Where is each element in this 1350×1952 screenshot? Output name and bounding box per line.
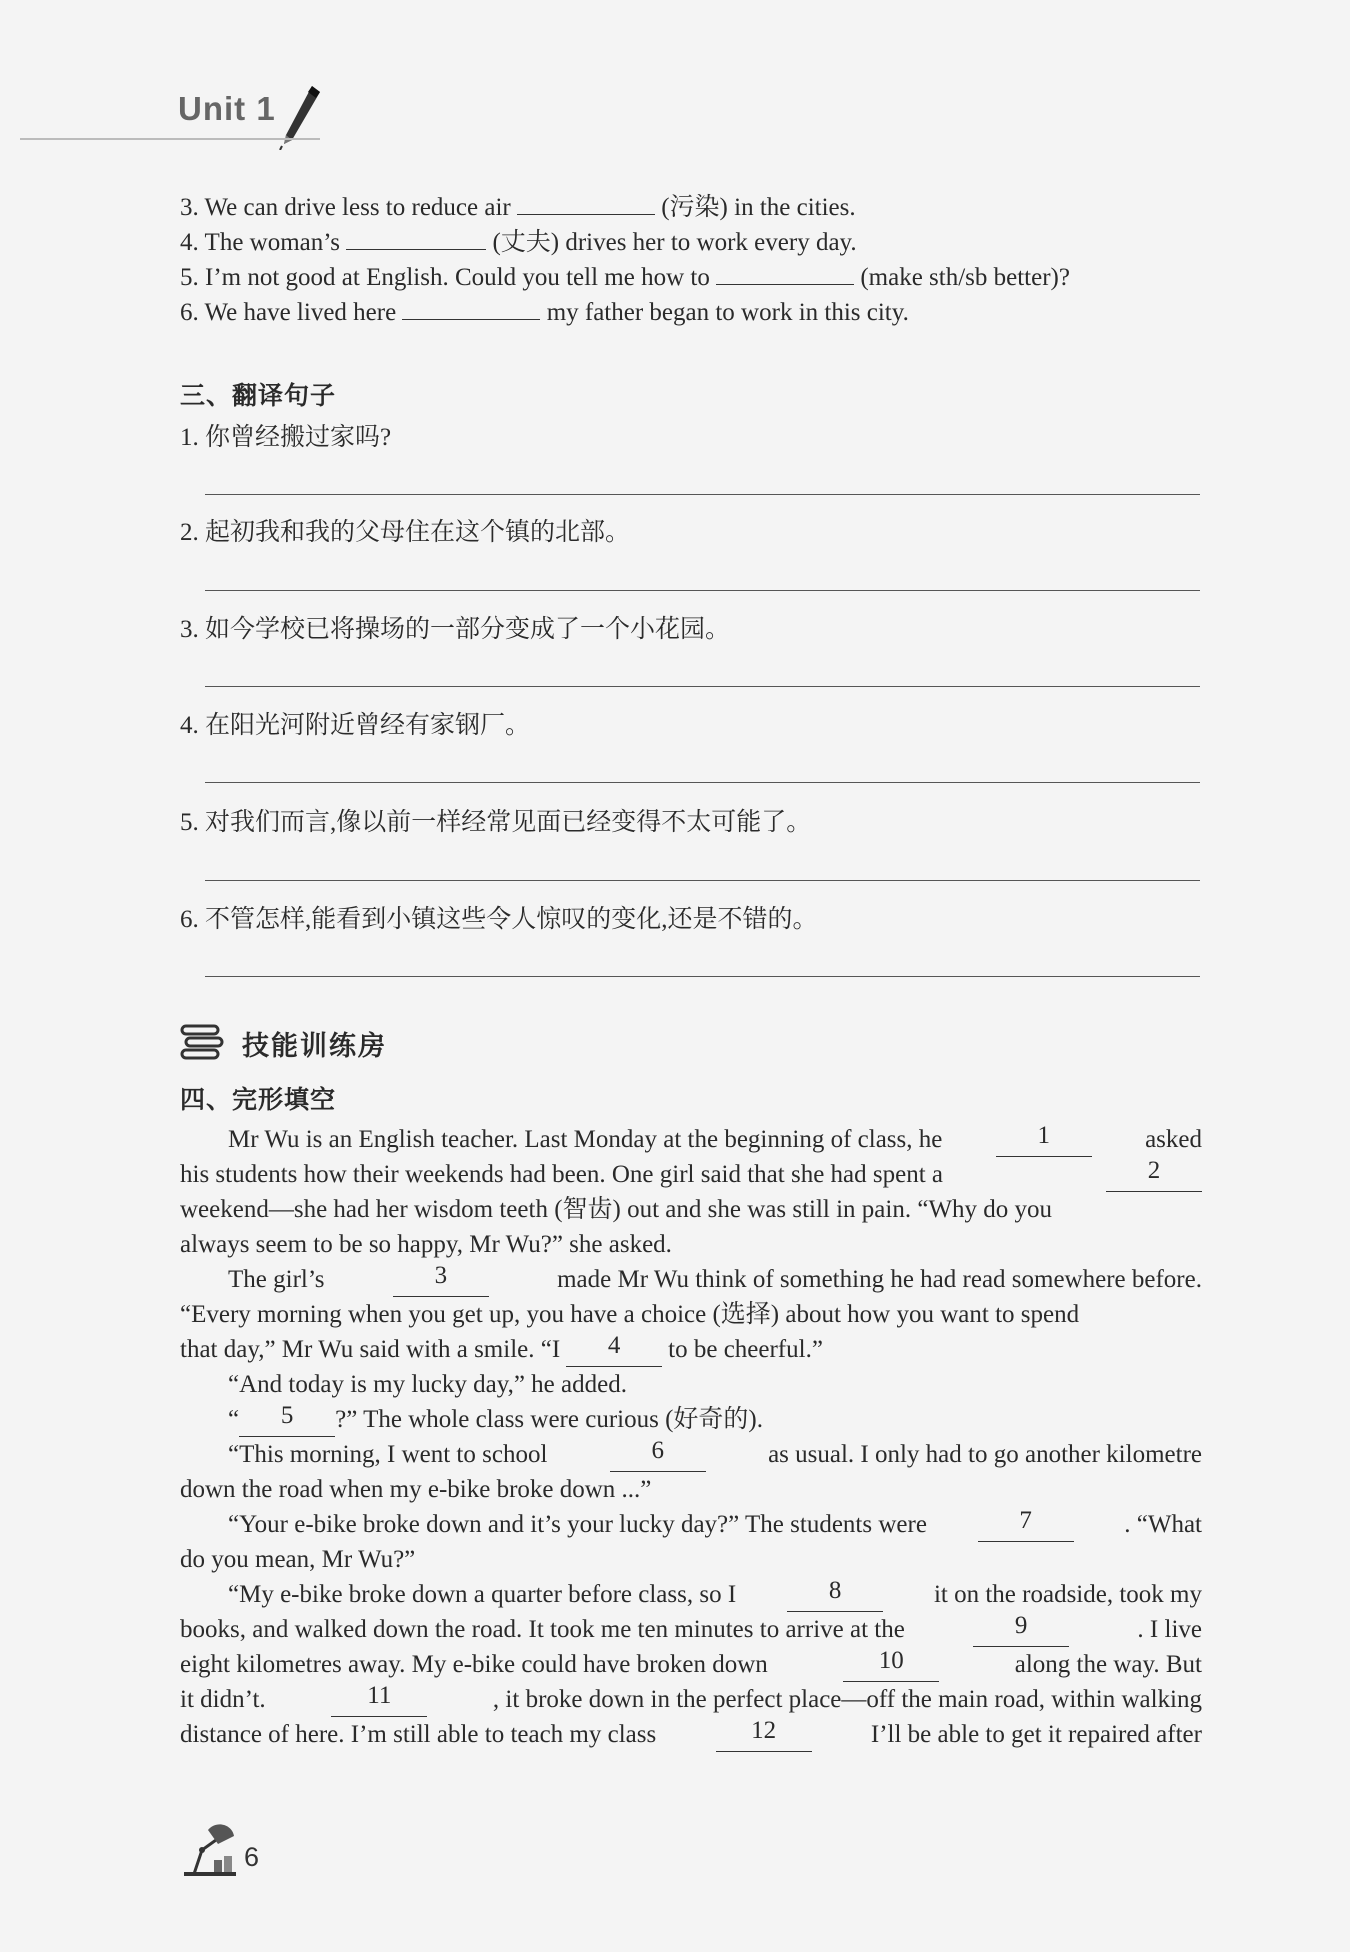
translate-item-5: 5. 对我们而言,像以前一样经常见面已经变得不太可能了。: [180, 809, 812, 836]
answer-blank[interactable]: [517, 188, 655, 215]
translate-item-6: 6. 不管怎样,能看到小镇这些令人惊叹的变化,还是不错的。: [180, 906, 818, 933]
cloze-paragraph-4: “ 5 ?” The whole class were curious (好奇的).: [180, 1402, 1202, 1437]
cloze-paragraph-6: “Your e-bike broke down and it’s your lucky day?” The students were 7 . “What do you mean, Mr Wu?”: [180, 1507, 1202, 1573]
page-number: 6: [244, 1842, 260, 1872]
cloze-blank-9[interactable]: 9: [973, 1612, 1069, 1647]
answer-blank[interactable]: [716, 258, 854, 285]
desk-lamp-icon: [180, 1820, 240, 1878]
page-footer: [180, 1820, 300, 1880]
header-rule: [20, 138, 320, 140]
skill-title: 技能训练房: [242, 1031, 387, 1062]
translate-item-1: 1. 你曾经搬过家吗?: [180, 424, 392, 451]
fill-blank-item-4: 4. The woman’s (丈夫) drives her to work every day.: [180, 223, 857, 260]
cloze-blank-10[interactable]: 10: [843, 1647, 939, 1682]
cloze-blank-5[interactable]: 5: [239, 1402, 335, 1437]
section-translate-title: 三、翻译句子: [180, 381, 337, 410]
fill-blank-item-6: 6. We have lived here my father began to work in this city.: [180, 293, 909, 330]
answer-line[interactable]: [205, 782, 1200, 783]
cloze-paragraph-1: Mr Wu is an English teacher. Last Monday at the beginning of class, he 1 asked his students how their weekends had been. One girl said that she had spent a 2 weekend—she had her wisdom teeth (智齿) out and she was still in pain. “Why do you always seem to be so happy, Mr Wu?” she asked.: [180, 1122, 1202, 1258]
cloze-blank-8[interactable]: 8: [787, 1577, 883, 1612]
section-cloze-title: 四、完形填空: [180, 1085, 337, 1114]
answer-line[interactable]: [205, 686, 1200, 687]
cloze-paragraph-7: “My e-bike broke down a quarter before class, so I 8 it on the roadside, took my books, and walked down the road. It took me ten minutes to arrive at the 9 . I live eight kilometres away. My e-bike could have broken down 10 along the way. But it didn’t. 11 , it broke down in the perfect place—off the main road, within walking distance of here. I’m still able to teach my class 12 I’ll be able to get it repaired after: [180, 1577, 1202, 1752]
cloze-blank-6[interactable]: 6: [610, 1437, 706, 1472]
cloze-paragraph-5: “This morning, I went to school 6 as usual. I only had to go another kilometre down the road when my e-bike broke down ...”: [180, 1437, 1202, 1503]
answer-line[interactable]: [205, 590, 1200, 591]
translate-item-3: 3. 如今学校已将操场的一部分变成了一个小花园。: [180, 616, 731, 643]
unit-title: Unit 1: [178, 90, 276, 127]
answer-line[interactable]: [205, 494, 1200, 495]
pen-icon: [278, 84, 324, 150]
cloze-blank-12[interactable]: 12: [716, 1717, 812, 1752]
translate-item-2: 2. 起初我和我的父母住在这个镇的北部。: [180, 519, 631, 546]
books-icon: [180, 1024, 224, 1062]
fill-blank-item-5: 5. I’m not good at English. Could you tell me how to (make sth/sb better)?: [180, 258, 1070, 295]
answer-line[interactable]: [205, 976, 1200, 977]
fill-blank-item-3: 3. We can drive less to reduce air (污染) in the cities.: [180, 188, 856, 225]
answer-line[interactable]: [205, 880, 1200, 881]
answer-blank[interactable]: [346, 223, 486, 250]
cloze-paragraph-3: “And today is my lucky day,” he added.: [228, 1371, 627, 1398]
cloze-blank-4[interactable]: 4: [566, 1332, 662, 1367]
translate-item-4: 4. 在阳光河附近曾经有家钢厂。: [180, 712, 531, 739]
cloze-blank-11[interactable]: 11: [331, 1682, 427, 1717]
unit-header: [178, 90, 578, 150]
cloze-blank-7[interactable]: 7: [978, 1507, 1074, 1542]
cloze-blank-3[interactable]: 3: [393, 1262, 489, 1297]
skill-header: [180, 1020, 580, 1064]
answer-blank[interactable]: [402, 293, 540, 320]
cloze-blank-2[interactable]: 2: [1106, 1157, 1202, 1192]
cloze-paragraph-2: The girl’s 3 made Mr Wu think of something he had read somewhere before. “Every morning when you get up, you have a choice (选择) about how you want to spend that day,” Mr Wu said with a smile. “I 4 to be cheerful.”: [180, 1262, 1202, 1367]
cloze-blank-1[interactable]: 1: [996, 1122, 1092, 1157]
